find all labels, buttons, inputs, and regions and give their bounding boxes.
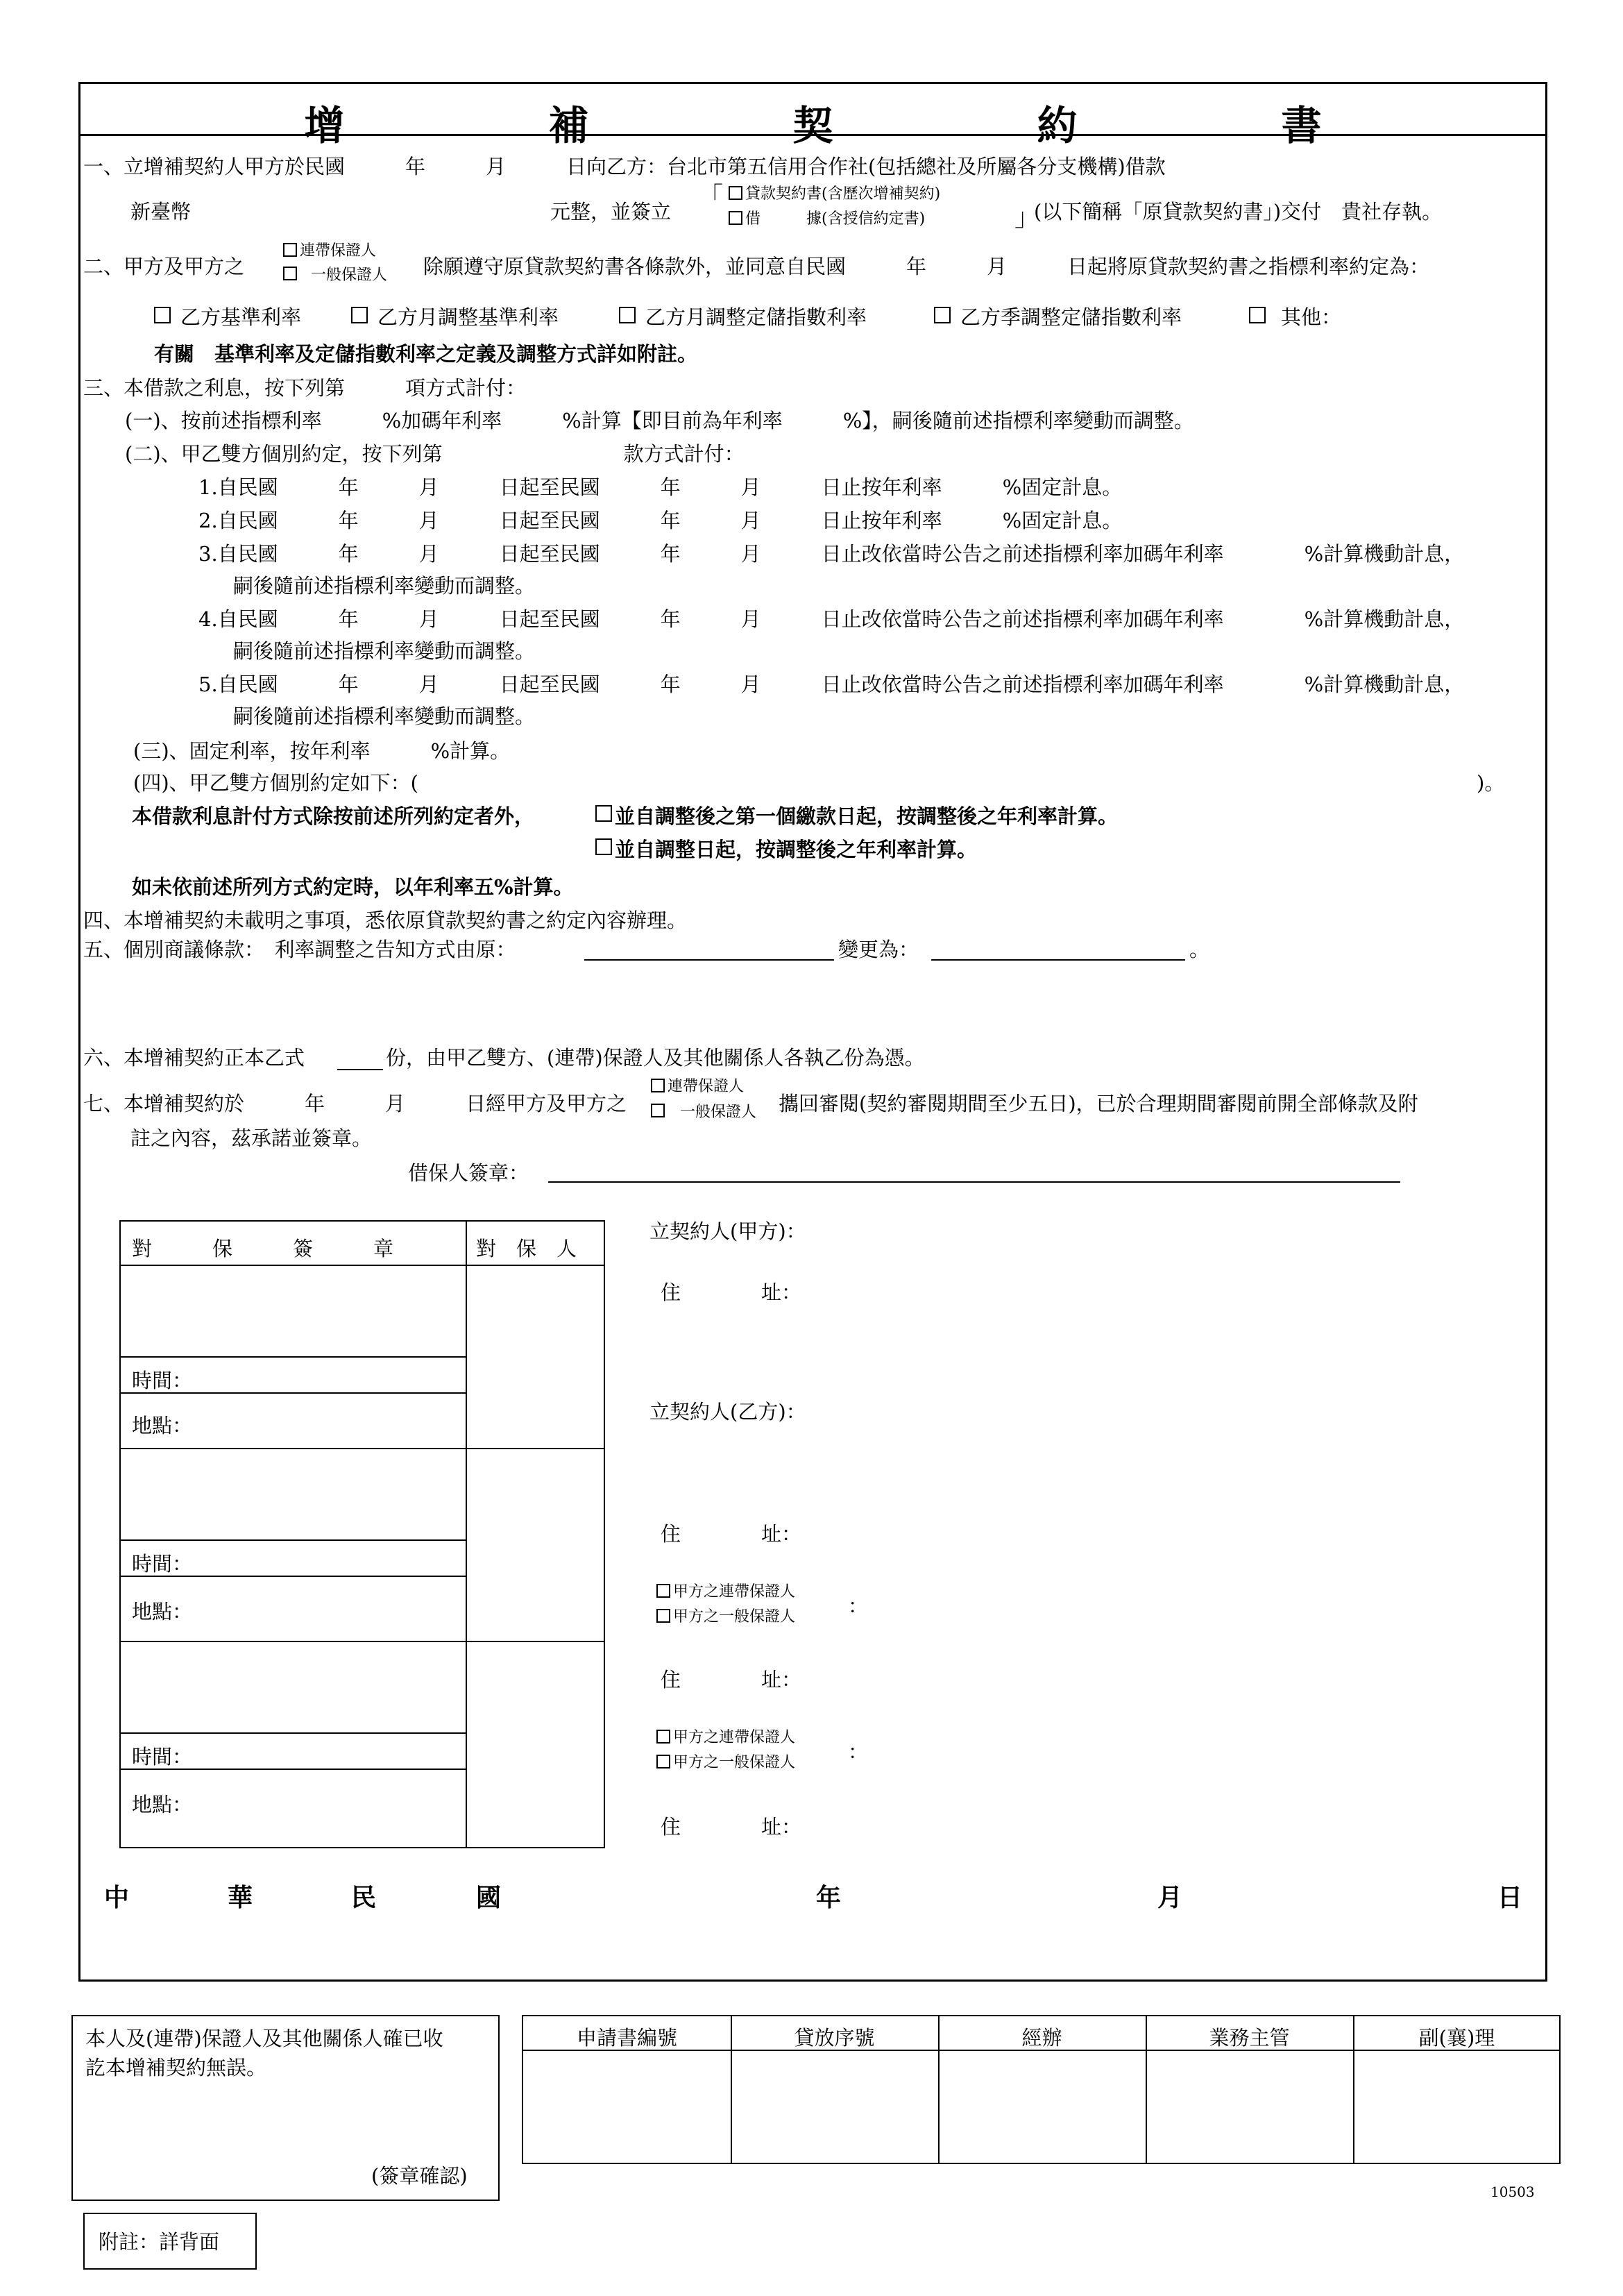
s7-general-guarantor: 一般保證人 [680, 1104, 757, 1121]
rate-monthly-deposit: 乙方月調整定儲指數利率 [645, 305, 867, 329]
sign-table-header-line [121, 1265, 604, 1266]
g2-general-label: 甲方之一般保證人 [673, 1754, 796, 1771]
s3-calc-a: 並自調整後之第一個繳款日起，按調整後之年利率計算。 [615, 804, 1119, 828]
s1-tail: (以下簡稱「原貸款契約書」)交付 貴社存執。 [1034, 200, 1443, 223]
party-b-address: 住 址： [661, 1522, 802, 1546]
s3-sub4-follow: 嗣後隨前述指標利率變動而調整。 [233, 639, 536, 663]
g1-joint-label: 甲方之連帶保證人 [673, 1583, 796, 1601]
footnote-box [83, 2213, 257, 2270]
s3-sub1: 1.自民國 年 月 日起至民國 年 月 日止按年利率 %固定計息。 [198, 475, 1123, 499]
checkbox-s2-joint[interactable] [283, 243, 297, 257]
receipt-text2: 訖本增補契約無誤。 [85, 2056, 267, 2079]
g1-address: 住 址： [661, 1668, 802, 1691]
date-hua: 華 [228, 1883, 253, 1912]
checkbox-calc-adjust-date[interactable] [595, 838, 612, 855]
row3-place: 地點： [132, 1793, 193, 1816]
s4-text: 四、本增補契約未載明之事項，悉依原貸款契約書之約定內容辦理。 [83, 909, 688, 932]
checkbox-iou[interactable] [729, 211, 742, 225]
borrower-sign-line[interactable] [548, 1181, 1400, 1183]
s5-change: 變更為： [838, 938, 919, 961]
s7-tail2: 註之內容，茲承諾並簽章。 [130, 1126, 373, 1150]
s6-copies-blank[interactable] [337, 1069, 383, 1070]
checkbox-rate-other[interactable] [1249, 307, 1266, 323]
s1-line1: 一、立增補契約人甲方於民國 年 月 日向乙方：台北市第五信用合作社(包括總社及所屬各分支機構)借款 [83, 155, 1166, 178]
rate-monthly-base: 乙方月調整基準利率 [377, 305, 559, 329]
row1-end [121, 1448, 604, 1449]
s3-item3: (三)、固定利率，按年利率 %計算。 [133, 739, 511, 763]
row2-end [121, 1641, 604, 1642]
s3-sub4: 4.自民國 年 月 日起至民國 年 月 日止改依當時公告之前述指標利率加碼年利率 %計算機動計息， [198, 607, 1465, 631]
g1-general-label: 甲方之一般保證人 [673, 1608, 796, 1626]
bracket-open: 「 [698, 183, 724, 211]
checkbox-g2-joint[interactable] [656, 1730, 670, 1744]
s1-sign: 元整，並簽立 [550, 200, 672, 223]
g2-colon: ： [848, 1740, 869, 1764]
s7-lead: 七、本增補契約於 年 月 日經甲方及甲方之 [83, 1092, 627, 1115]
s3-sub2: 2.自民國 年 月 日起至民國 年 月 日止按年利率 %固定計息。 [198, 509, 1123, 532]
g1-colon: ： [848, 1594, 869, 1618]
s5-new-blank[interactable] [931, 959, 1185, 961]
date-year: 年 [816, 1883, 842, 1912]
checkbox-s7-joint[interactable] [651, 1079, 665, 1092]
document-title: 增 補 契 約 書 [304, 102, 1404, 149]
s1-ntd: 新臺幣 [130, 200, 192, 223]
row2-line-a [121, 1539, 466, 1541]
row1-line-b [121, 1392, 466, 1394]
row1-time: 時間： [132, 1369, 193, 1392]
header-verifier: 對 保 人 [476, 1237, 577, 1260]
date-month: 月 [1157, 1883, 1183, 1912]
s3-sub3-follow: 嗣後隨前述指標利率變動而調整。 [233, 574, 536, 598]
party-b-label: 立契約人(乙方)： [649, 1400, 806, 1424]
sign-table-divider [466, 1222, 467, 1847]
s2-lead: 二、甲方及甲方之 [83, 255, 245, 278]
row2-place: 地點： [132, 1600, 193, 1623]
checkbox-rate-base[interactable] [154, 307, 171, 323]
title-bar [78, 82, 1547, 149]
row2-line-b [121, 1576, 466, 1577]
s3-item1: (一)、按前述指標利率 %加碼年利率 %計算【即目前為年利率 %】，嗣後隨前述指標利率變動而調整。 [125, 409, 1194, 432]
s5-lead: 五、個別商議條款： 利率調整之告知方式由原： [83, 938, 516, 961]
s6-tail: 份，由甲乙雙方、(連帶)保證人及其他關係人各執乙份為憑。 [386, 1046, 925, 1070]
checkbox-loan-contract[interactable] [729, 186, 742, 200]
date-min: 民 [351, 1883, 377, 1912]
s3-default: 如未依前述所列方式約定時，以年利率五%計算。 [132, 875, 574, 899]
checkbox-rate-quarterly-deposit[interactable] [934, 307, 951, 323]
sign-table [119, 1220, 605, 1848]
row3-line-a [121, 1732, 466, 1734]
opt-loan-contract: 貸款契約書(含歷次增補契約) [745, 185, 941, 203]
s3-sub3: 3.自民國 年 月 日起至民國 年 月 日止改依當時公告之前述指標利率加碼年利率 %計算機動計息， [198, 542, 1465, 566]
col-handler: 經辦 [1021, 2026, 1062, 2050]
g2-joint-label: 甲方之連帶保證人 [673, 1729, 796, 1746]
col-loan-seq: 貸放序號 [794, 2026, 875, 2050]
header-sign: 對 保 簽 章 [132, 1237, 394, 1260]
rate-base: 乙方基準利率 [180, 305, 302, 329]
s3-sub5: 5.自民國 年 月 日起至民國 年 月 日止改依當時公告之前述指標利率加碼年利率 %計算機動計息， [198, 673, 1465, 696]
party-a-address: 住 址： [661, 1281, 802, 1304]
col-application-no: 申請書編號 [576, 2026, 677, 2050]
borrower-sign-label: 借保人簽章： [408, 1161, 529, 1185]
s2-general-guarantor: 一般保證人 [311, 267, 388, 284]
s3-item4-end: )。 [1477, 771, 1505, 795]
checkbox-calc-first-payment[interactable] [595, 805, 612, 822]
checkbox-g2-general[interactable] [656, 1755, 670, 1769]
s7-tail: 攜回審閱(契約審閱期間至少五日)，已於合理期間審閱前開全部條款及附 [779, 1092, 1418, 1115]
opt-iou: 借 據(含授信約定書) [745, 210, 926, 228]
s5-period: 。 [1189, 938, 1210, 961]
row3-time: 時間： [132, 1745, 193, 1769]
bracket-close: 」 [1014, 203, 1040, 232]
s6-lead: 六、本增補契約正本乙式 [83, 1046, 305, 1070]
col-manager: 副(襄)理 [1418, 2026, 1495, 2050]
checkbox-g1-general[interactable] [656, 1609, 670, 1623]
s2-tail: 除願遵守原貸款契約書各條款外，並同意自民國 年 月 日起將原貸款契約書之指標利率約定為： [423, 255, 1430, 278]
rate-quarterly-deposit: 乙方季調整定儲指數利率 [960, 305, 1182, 329]
row1-place: 地點： [132, 1414, 193, 1437]
checkbox-s7-general[interactable] [651, 1104, 665, 1117]
office-use-table [522, 2015, 1561, 2164]
checkbox-s2-general[interactable] [283, 267, 297, 280]
checkbox-g1-joint[interactable] [656, 1584, 670, 1598]
date-guo: 國 [476, 1883, 502, 1912]
row1-line-a [121, 1356, 466, 1358]
s3-item2: (二)、甲乙雙方個別約定，按下列第 款方式計付： [125, 442, 745, 466]
row2-time: 時間： [132, 1552, 193, 1576]
form-number: 10503 [1490, 2184, 1535, 2200]
checkbox-rate-monthly-deposit[interactable] [619, 307, 636, 323]
receipt-text1: 本人及(連帶)保證人及其他關係人確已收 [85, 2027, 443, 2050]
s3-head: 三、本借款之利息，按下列第 項方式計付： [83, 376, 527, 400]
party-a-label: 立契約人(甲方)： [649, 1219, 806, 1243]
receipt-sign: (簽章確認) [371, 2164, 468, 2188]
s3-sub5-follow: 嗣後隨前述指標利率變動而調整。 [233, 704, 536, 728]
date-zhong: 中 [104, 1883, 130, 1912]
row3-line-b [121, 1769, 466, 1770]
date-day: 日 [1497, 1883, 1523, 1912]
s3-calc: 本借款利息計付方式除按前述所列約定者外， [132, 804, 535, 828]
s3-item4: (四)、甲乙雙方個別約定如下：( [133, 771, 418, 795]
s2-note: 有關 基準利率及定儲指數利率之定義及調整方式詳如附註。 [154, 342, 698, 366]
col-supervisor: 業務主管 [1209, 2026, 1290, 2050]
s5-original-blank[interactable] [584, 959, 834, 961]
g2-address: 住 址： [661, 1815, 802, 1839]
checkbox-rate-monthly-base[interactable] [351, 307, 368, 323]
receipt-box [71, 2015, 500, 2201]
s3-calc-b: 並自調整日起，按調整後之年利率計算。 [615, 838, 978, 861]
rate-other: 其他： [1281, 305, 1342, 329]
s2-joint-guarantor: 連帶保證人 [300, 242, 377, 260]
s7-joint-guarantor: 連帶保證人 [668, 1078, 745, 1095]
footnote-text: 附註：詳背面 [99, 2230, 220, 2254]
